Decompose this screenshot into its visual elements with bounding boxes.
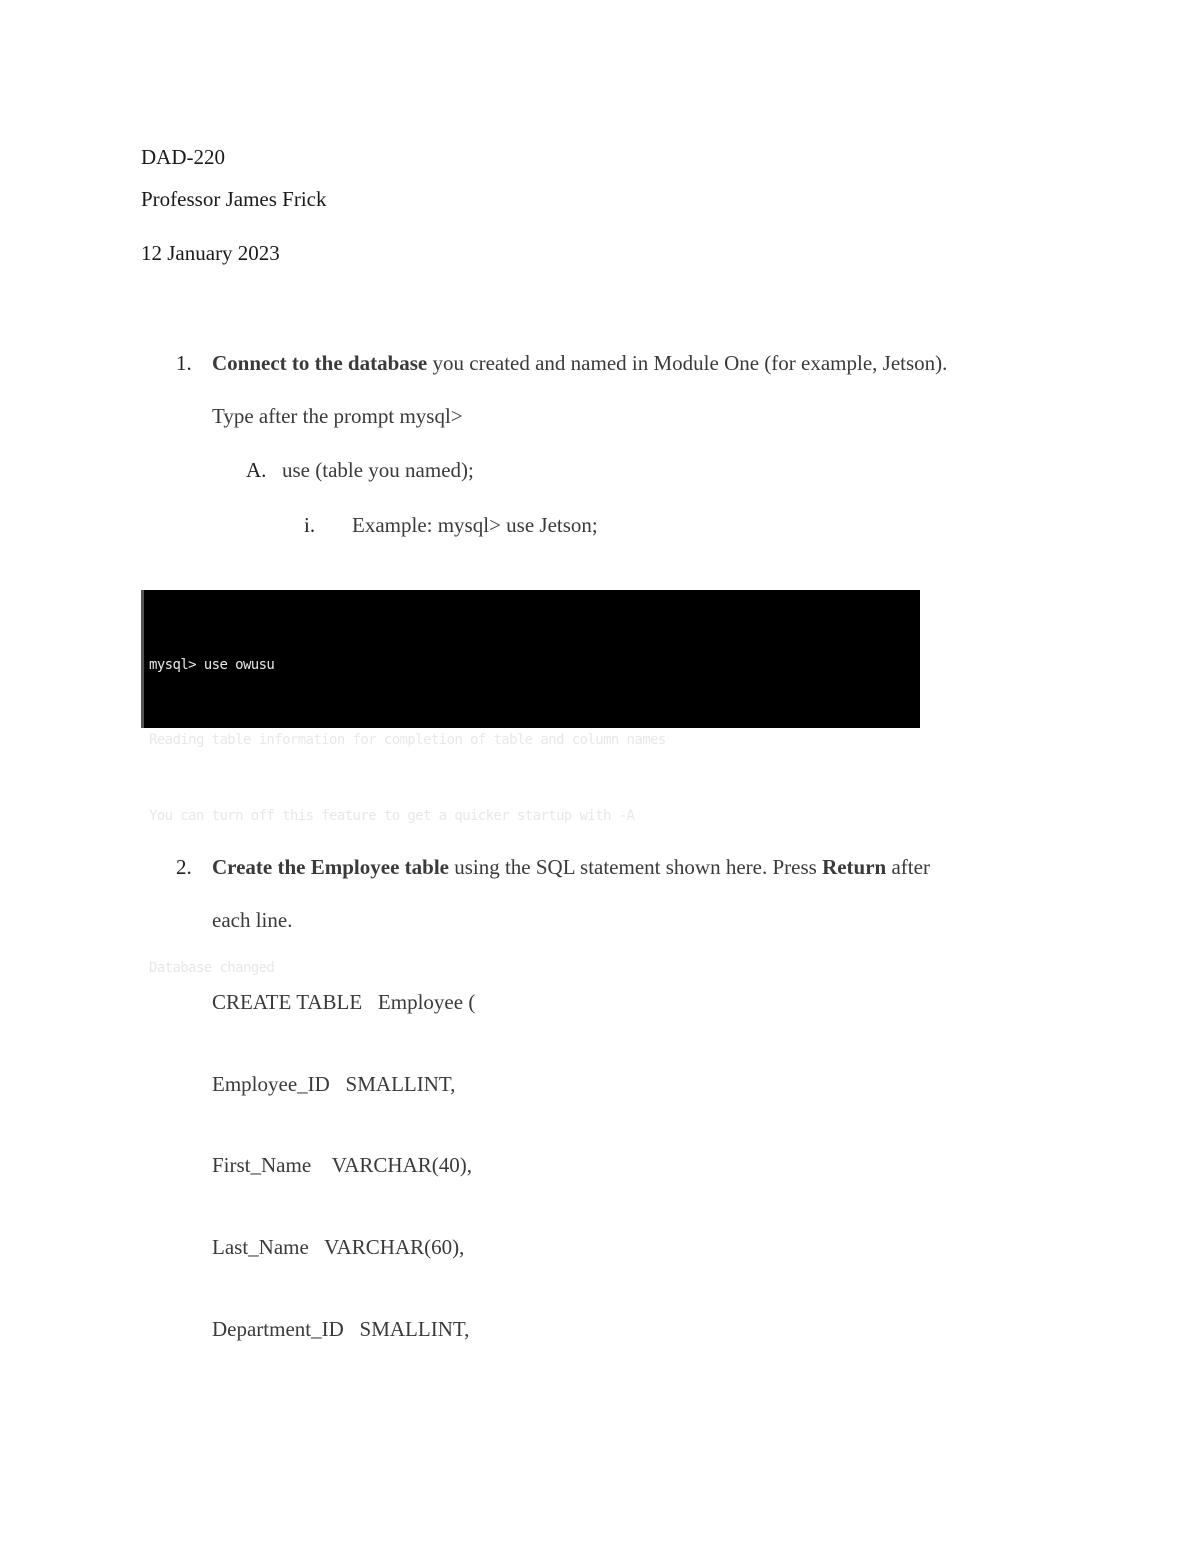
step-1-instruction: Type after the prompt mysql>	[212, 404, 463, 428]
sql-line: CREATE TABLE Employee (	[212, 990, 476, 1014]
sql-line: First_Name VARCHAR(40),	[212, 1153, 472, 1177]
sql-line: Employee_ID SMALLINT,	[212, 1072, 456, 1096]
terminal-line: Reading table information for completion of table and column names	[149, 732, 666, 749]
step-2-number: 2.	[176, 855, 192, 879]
step-1-number: 1.	[176, 351, 192, 375]
step-2-bold-2: Return	[822, 855, 887, 879]
terminal-line: Database changed	[149, 960, 275, 977]
step-1-sub-a-marker: A.	[246, 458, 267, 482]
sql-line: Last_Name VARCHAR(60),	[212, 1235, 465, 1259]
step-1-bold: Connect to the database	[212, 351, 428, 375]
step-1-text	[212, 350, 947, 376]
step-1-sub-i-marker: i.	[304, 513, 316, 537]
terminal-line	[149, 880, 920, 905]
step-1-sub-i-text: Example: mysql> use Jetson;	[352, 513, 598, 537]
step-2-continuation: each line.	[212, 908, 293, 932]
document-date: 12 January 2023	[141, 241, 280, 265]
professor-name: Professor James Frick	[141, 187, 327, 211]
terminal-line: You can turn off this feature to get a quicker startup with -A	[149, 808, 635, 825]
course-code: DAD-220	[141, 145, 225, 169]
sql-line: Department_ID SMALLINT,	[212, 1317, 470, 1341]
terminal-line: mysql> use owusu	[149, 656, 275, 673]
step-2-end: after	[886, 855, 930, 879]
step-2-text	[212, 854, 930, 880]
step-1-sub-a-text: use (table you named);	[282, 458, 474, 482]
step-2-mid: using the SQL statement shown here. Press	[448, 855, 823, 879]
step-1-rest: you created and named in Module One (for example, Jetson).	[427, 351, 948, 375]
step-2-bold-1: Create the Employee table	[212, 855, 449, 879]
